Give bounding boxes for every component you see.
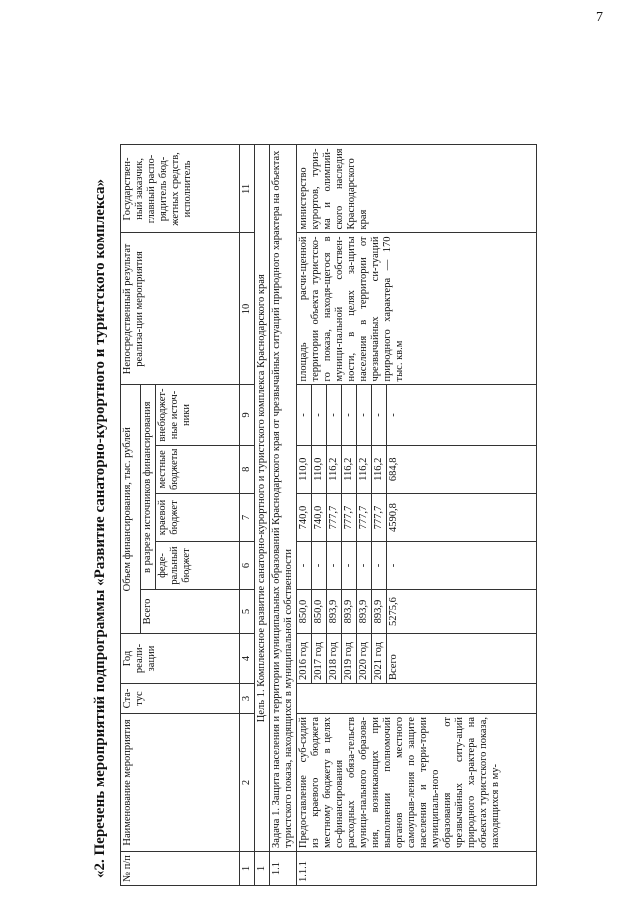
activity-customer: министерство курортов, туриз-ма и олимпий-ского наследия Краснодарского края	[297, 145, 537, 233]
column-number: 9	[240, 385, 255, 445]
task-number: 1.1	[270, 852, 297, 886]
activity-result: площадь расчи-щенной территории объекта туристско-го показа, находя-щегося в муници-пальной собствен-ности, в целях за-щиты населения в территории от чрезвычайных си-туаций природного характера — 170 тыс. кв.м	[297, 233, 537, 385]
activity-number: 1.1.1	[297, 852, 537, 886]
header-year: Год реали-зации	[121, 634, 240, 684]
header-extra: внебюджет-ные источ-ники	[156, 385, 240, 445]
regional-cell: 777,7	[372, 494, 387, 542]
extra-cell: -	[342, 385, 357, 445]
column-number: 10	[240, 233, 255, 385]
regional-cell: 777,7	[342, 494, 357, 542]
total-cell: 850,0	[297, 590, 312, 634]
local-cell: 116,2	[327, 445, 342, 493]
local-cell: 116,2	[342, 445, 357, 493]
local-cell: 116,2	[357, 445, 372, 493]
year-cell: Всего	[387, 634, 537, 684]
header-federal: феде-ральный бюджет	[156, 542, 240, 590]
federal-cell: -	[342, 542, 357, 590]
total-cell: 893,9	[357, 590, 372, 634]
total-cell: 5275,6	[387, 590, 537, 634]
column-number: 6	[240, 542, 255, 590]
column-number: 2	[240, 714, 255, 852]
document-title: «2. Перечень мероприятий подпрограммы «Развитие санаторно-курортного и туристского комплекса»	[92, 178, 108, 878]
extra-cell: -	[297, 385, 312, 445]
regional-cell: 4590,8	[387, 494, 537, 542]
header-regional: краевой бюджет	[156, 494, 240, 542]
regional-cell: 740,0	[297, 494, 312, 542]
extra-cell: -	[372, 385, 387, 445]
regional-cell: 777,7	[327, 494, 342, 542]
header-local: местные бюджеты	[156, 445, 240, 493]
header-num: № п/п	[121, 852, 240, 886]
column-number: 4	[240, 634, 255, 684]
header-name: Наименование мероприятия	[121, 714, 240, 852]
federal-cell: -	[372, 542, 387, 590]
page-number: 7	[596, 10, 603, 25]
extra-cell: -	[327, 385, 342, 445]
header-total: Всего	[141, 590, 240, 634]
column-number: 8	[240, 445, 255, 493]
task-text: Задача 1. Защита населения и территории муниципальных образований Краснодарского края от чрезвычайных ситуаций природного характера на объектах туристского показа, находящихся в муниципальной собственности	[270, 145, 297, 852]
header-volume: Объем финансирования, тыс. рублей	[121, 385, 141, 634]
federal-cell: -	[387, 542, 537, 590]
year-cell: 2018 год	[327, 634, 342, 684]
activities-table	[120, 144, 537, 886]
year-cell: 2020 год	[357, 634, 372, 684]
local-cell: 684,8	[387, 445, 537, 493]
federal-cell: -	[357, 542, 372, 590]
column-number: 11	[240, 145, 255, 233]
year-cell: 2017 год	[312, 634, 327, 684]
header-customer: Государствен-ный заказчик, главный распо-рядитель бюд-жетных средств, исполнитель	[121, 145, 240, 233]
local-cell: 116,2	[372, 445, 387, 493]
rotated-page-content	[88, 21, 640, 886]
header-status: Ста-тус	[121, 684, 240, 714]
year-cell: 2021 год	[372, 634, 387, 684]
goal-text: Цель 1. Комплексное развитие санаторно-курортного и туристского комплекса Краснодарского края	[255, 145, 270, 852]
extra-cell: -	[387, 385, 537, 445]
column-number: 5	[240, 590, 255, 634]
year-cell: 2016 год	[297, 634, 312, 684]
column-number: 7	[240, 494, 255, 542]
column-number: 3	[240, 684, 255, 714]
header-result: Непосредственный результат реализа-ции мероприятия	[121, 233, 240, 385]
federal-cell: -	[297, 542, 312, 590]
federal-cell: -	[312, 542, 327, 590]
local-cell: 110,0	[297, 445, 312, 493]
federal-cell: -	[327, 542, 342, 590]
total-cell: 893,9	[342, 590, 357, 634]
goal-number: 1	[255, 852, 270, 886]
local-cell: 110,0	[312, 445, 327, 493]
column-number: 1	[240, 852, 255, 886]
extra-cell: -	[312, 385, 327, 445]
total-cell: 850,0	[312, 590, 327, 634]
extra-cell: -	[357, 385, 372, 445]
activity-name: Предоставление суб-сидий из краевого бюджета местному бюджету в целях со-финансирования расходных обяза-тельств муници-пального образова-ния, возникающих при выполнении полномочий органов местного самоуправ-ления по защите населения и терри-тории муниципаль-ного образования от чрезвычайных ситу-аций природного ха-рактера на объектах туристского показа, находящихся в му-	[297, 714, 537, 852]
header-by-source: в разрезе источников финансирования	[141, 385, 156, 590]
regional-cell: 740,0	[312, 494, 327, 542]
year-cell: 2019 год	[342, 634, 357, 684]
total-cell: 893,9	[372, 590, 387, 634]
regional-cell: 777,7	[357, 494, 372, 542]
total-cell: 893,9	[327, 590, 342, 634]
activity-status	[297, 684, 537, 714]
